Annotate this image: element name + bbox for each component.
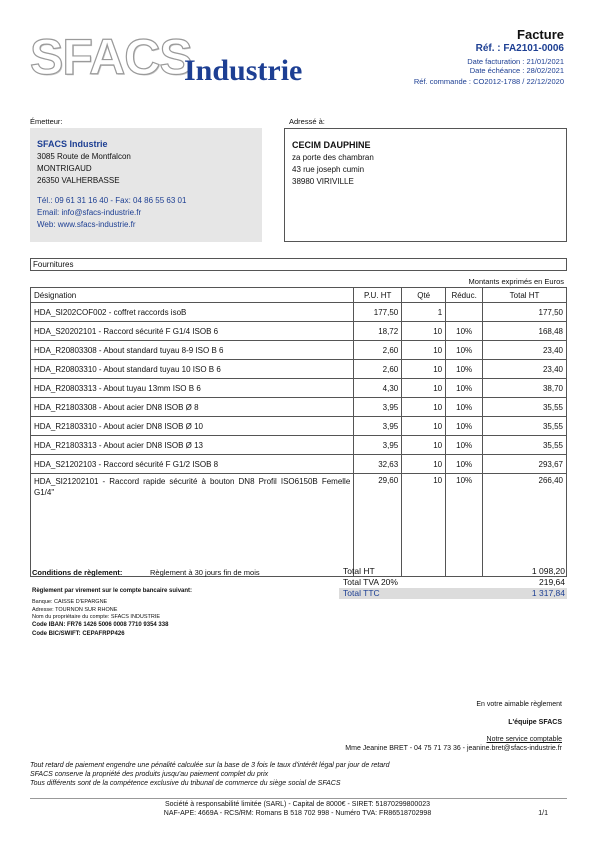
emitter-email: Email: info@sfacs-industrie.fr: [37, 208, 142, 217]
table-row: [31, 379, 567, 398]
item-unit-price: 3,95: [354, 398, 402, 417]
signature-team: L'équipe SFACS: [508, 719, 562, 726]
item-qty: 10: [402, 436, 446, 455]
invoice-ref: Réf. : FA2101-0006: [475, 43, 564, 54]
emitter-address3: 26350 VALHERBASSE: [37, 176, 120, 185]
recipient-address3: 38980 VIRIVILLE: [292, 177, 354, 186]
recipient-label: Adressé à:: [289, 117, 325, 126]
invoice-title: Facture: [517, 27, 564, 42]
item-unit-price: 18,72: [354, 322, 402, 341]
item-discount: 10%: [446, 436, 483, 455]
total-ht-value: 1 098,20: [531, 566, 565, 576]
item-qty: 10: [402, 341, 446, 360]
item-total: 177,50: [483, 303, 567, 322]
total-ttc-label: Total TTC: [343, 588, 380, 598]
footer-divider: [30, 798, 567, 799]
item-unit-price: 29,60: [354, 474, 402, 577]
emitter-name: SFACS Industrie: [37, 139, 108, 149]
item-designation: HDA_R21803313 - About acier DN8 ISOB Ø 13: [31, 436, 354, 455]
recipient-address1: za porte des chambran: [292, 153, 374, 162]
item-discount: 10%: [446, 474, 483, 577]
logo-industrie: Industrie: [184, 54, 303, 87]
item-qty: 10: [402, 455, 446, 474]
col-total-ht: Total HT: [483, 288, 567, 303]
item-unit-price: 2,60: [354, 360, 402, 379]
col-qte: Qté: [402, 288, 446, 303]
item-discount: 10%: [446, 379, 483, 398]
table-header-row: [31, 288, 567, 303]
item-designation: HDA_R20803313 - About tuyau 13mm ISO B 6: [31, 379, 354, 398]
item-total: 168,48: [483, 322, 567, 341]
item-discount: 10%: [446, 398, 483, 417]
order-ref: Réf. commande : CO2012-1788 / 22/12/2020: [413, 77, 564, 86]
page-number: 1/1: [538, 810, 548, 817]
section-label: Fournitures: [30, 258, 567, 271]
item-total: 266,40: [483, 474, 567, 577]
table-row: [31, 474, 567, 577]
total-ttc-value: 1 317,84: [531, 588, 565, 598]
item-unit-price: 3,95: [354, 436, 402, 455]
item-qty: 10: [402, 360, 446, 379]
total-tva-value: 219,64: [539, 577, 565, 587]
item-qty: 10: [402, 474, 446, 577]
recipient-address2: 43 rue joseph cumin: [292, 165, 365, 174]
emitter-label: Émetteur:: [30, 117, 63, 126]
item-unit-price: 32,63: [354, 455, 402, 474]
legal-ownership: SFACS conserve la propriété des produits jusqu'au paiement complet du prix: [30, 771, 269, 778]
item-discount: 10%: [446, 341, 483, 360]
item-designation: HDA_S21202103 - Raccord sécurité F G1/2 ISOB 8: [31, 455, 354, 474]
item-unit-price: 2,60: [354, 341, 402, 360]
total-ttc-row: [339, 588, 567, 599]
item-total: 23,40: [483, 341, 567, 360]
totals-block: [339, 566, 567, 599]
item-unit-price: 177,50: [354, 303, 402, 322]
table-row: [31, 436, 567, 455]
table-row: [31, 360, 567, 379]
total-tva-label: Total TVA 20%: [343, 577, 398, 587]
closing-line: En votre aimable règlement: [476, 701, 562, 708]
items-table: [30, 287, 567, 577]
item-designation: HDA_R20803308 - About standard tuyau 8-9 ISO B 6: [31, 341, 354, 360]
total-ht-row: [339, 566, 567, 577]
item-designation: HDA_S20202101 - Raccord sécurité F G1/4 ISOB 6: [31, 322, 354, 341]
item-discount: 10%: [446, 417, 483, 436]
invoice-date: Date facturation : 21/01/2021: [467, 57, 564, 66]
item-designation: HDA_SI202COF002 - coffret raccords isoB: [31, 303, 354, 322]
item-discount: 10%: [446, 360, 483, 379]
emitter-address2: MONTRIGAUD: [37, 164, 92, 173]
payment-terms-value: Règlement à 30 jours fin de mois: [150, 568, 260, 577]
item-qty: 1: [402, 303, 446, 322]
item-discount: 10%: [446, 322, 483, 341]
col-reduc: Réduc.: [446, 288, 483, 303]
account-owner: Nom du propriétaire du compte: SFACS INDUSTRIE: [32, 614, 161, 620]
item-designation: HDA_R21803308 - About acier DN8 ISOB Ø 8: [31, 398, 354, 417]
recipient-name: CECIM DAUPHINE: [292, 140, 371, 150]
item-qty: 10: [402, 398, 446, 417]
table-row: [31, 398, 567, 417]
table-row: [31, 322, 567, 341]
emitter-web: Web: www.sfacs-industrie.fr: [37, 220, 136, 229]
table-row: [31, 341, 567, 360]
accounting-contact: Mme Jeanine BRET - 04 75 71 73 36 - jeanine.bret@sfacs-industrie.fr: [345, 745, 562, 752]
item-unit-price: 3,95: [354, 417, 402, 436]
col-designation: Désignation: [31, 288, 354, 303]
total-ht-label: Total HT: [343, 566, 375, 576]
total-tva-row: [339, 577, 567, 588]
item-total: 23,40: [483, 360, 567, 379]
legal-late-penalty: Tout retard de paiement engendre une pénalité calculée sur la base de 3 fois le taux d'intérêt légal par jour de retard: [30, 762, 390, 769]
bic: Code BIC/SWIFT: CEPAFRPP426: [32, 631, 125, 637]
footer-company-info: Société à responsabilité limitée (SARL) - Capital de 8000€ - SIRET: 51870299800023: [165, 801, 430, 808]
emitter-phone: Tél.: 09 61 31 16 40 - Fax: 04 86 55 63 01: [37, 196, 187, 205]
emitter-box: [30, 128, 262, 242]
item-qty: 10: [402, 417, 446, 436]
col-pu-ht: P.U. HT: [354, 288, 402, 303]
item-qty: 10: [402, 379, 446, 398]
item-discount: 10%: [446, 455, 483, 474]
bank-address: Adresse: TOURNON SUR RHONE: [32, 607, 118, 613]
bank-transfer-title: Règlement par virement sur le compte bancaire suivant:: [32, 588, 193, 594]
emitter-address1: 3085 Route de Montfalcon: [37, 152, 131, 161]
payment-terms-label: Conditions de règlement:: [32, 568, 123, 577]
item-qty: 10: [402, 322, 446, 341]
logo-sfacs: SFACS: [30, 29, 192, 85]
item-total: 35,55: [483, 417, 567, 436]
item-designation: HDA_SI21202101 - Raccord rapide sécurité à bouton DN8 Profil ISO6150B Femelle G1/4": [31, 474, 354, 577]
recipient-box: [284, 128, 567, 242]
item-unit-price: 4,30: [354, 379, 402, 398]
item-discount: [446, 303, 483, 322]
item-total: 293,67: [483, 455, 567, 474]
invoice-due-date: Date échéance : 28/02/2021: [469, 66, 564, 75]
item-total: 35,55: [483, 436, 567, 455]
iban: Code IBAN: FR76 1426 5006 0008 7710 9354 338: [32, 622, 169, 628]
accounting-service: Notre service comptable: [486, 736, 562, 743]
item-total: 35,55: [483, 398, 567, 417]
item-total: 38,70: [483, 379, 567, 398]
legal-jurisdiction: Tous différents sont de la compétence exclusive du tribunal de commerce du siège social de SFACS: [30, 780, 341, 787]
table-row: [31, 303, 567, 322]
currency-note: Montants exprimés en Euros: [468, 277, 564, 286]
item-designation: HDA_R20803310 - About standard tuyau 10 ISO B 6: [31, 360, 354, 379]
table-row: [31, 455, 567, 474]
bank-name: Banque: CAISSE D'EPARGNE: [32, 599, 108, 605]
footer-registration: NAF-APE: 4669A - RCS/RM: Romans B 518 702 998 - Numéro TVA: FR86518702998: [163, 810, 432, 817]
table-row: [31, 417, 567, 436]
item-designation: HDA_R21803310 - About acier DN8 ISOB Ø 10: [31, 417, 354, 436]
